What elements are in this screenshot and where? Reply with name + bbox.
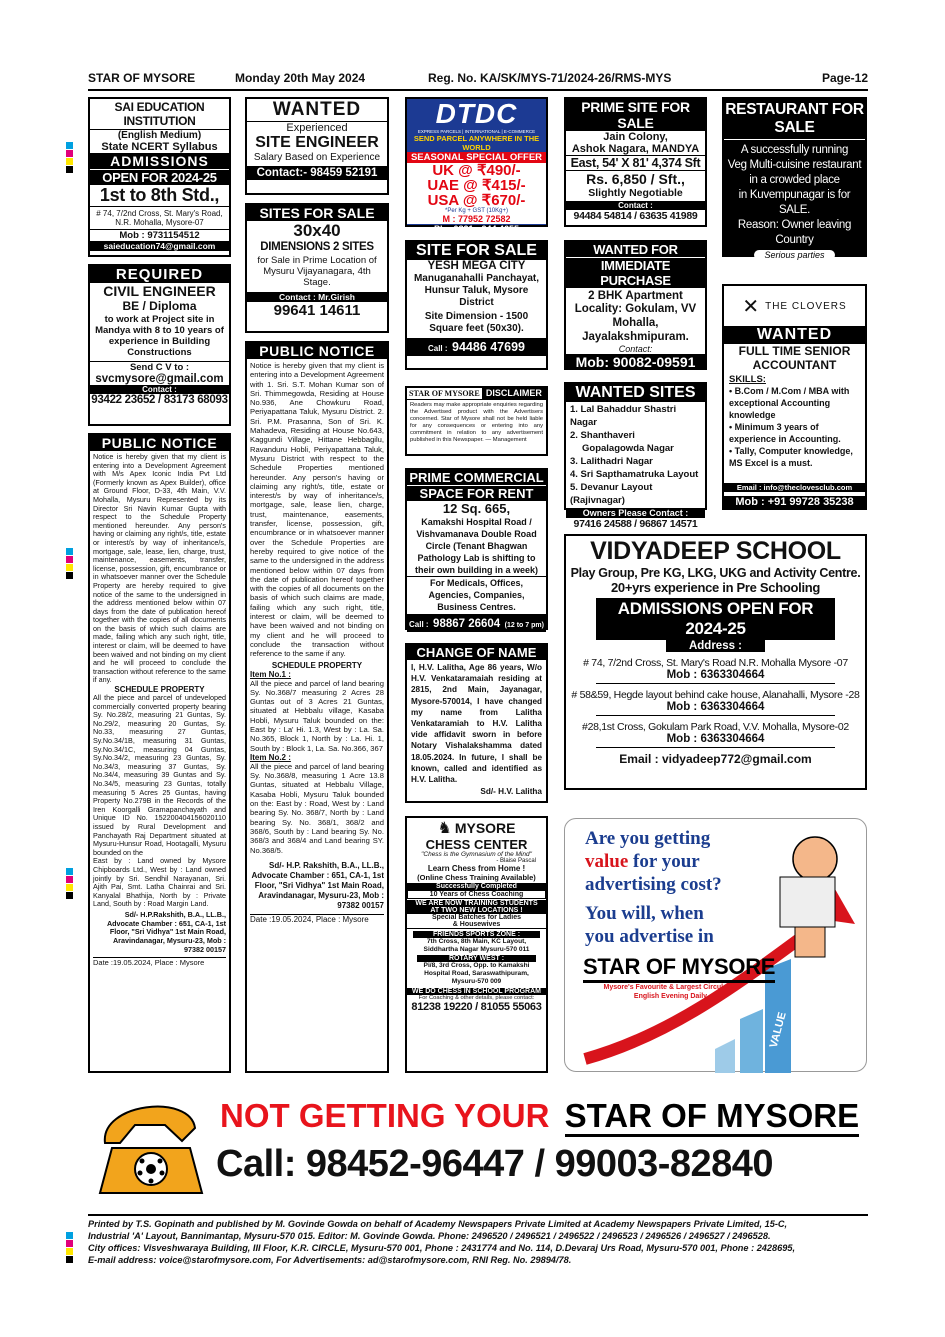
wanted-eng-role: SITE ENGINEER: [255, 134, 379, 151]
notice2-body: Notice is hereby given that my client is entering into a Development Agreement with 1. Sri. S.T. Mohan Kumar son of Sri. Thimmegowda, Residing at House No.936, Ane Chowkuru Road, Periyapattana Taluk, Mysuru District. 2. Sri. P.M. Prasanna, Son of Sri. K. Mahadeva, Residing at House No.643, Kaggundi Village, Hittane Hebbagilu, Ravanduru Hobli, Periyapattana Taluk, Mysuru District with respect to the Schedule Properties mentioned hereunder. Any person's having or claiming any right/s, title, estate or interest/s by way of inheritance/s, mortgage, sale, lease lien, charge, trust, maintenance, easements, transfer, license, possession, gift, encumbrance or in whatsoever manner over the Schedule Properties are hereby required to give notice of the same to the undersigned in the address mentioned below within 07 days from the date of publication hereof together with the copies of all documents on the basis of which such claims are made, failing which any such right, title, interest or claim, will be deemed to have been waived and not binding on my client and he will proceed to conclude the transaction without reference to the same if any.: [250, 361, 384, 659]
wanted-purchase-mob: Mob: 90082-09591: [566, 354, 705, 370]
civil-send: Send C V to :: [90, 361, 229, 373]
registration-mark: [66, 1232, 73, 1239]
public-notice-1: [88, 433, 231, 1073]
clovers-logo-icon: ✕: [742, 295, 760, 318]
prime-comm-title1: PRIME COMMERCIAL: [407, 470, 546, 485]
change-of-name-ad: [405, 643, 548, 803]
wanted-eng-experienced: Experienced: [286, 122, 348, 134]
restaurant-l5: Reason: Owner leaving Country: [737, 219, 852, 246]
page-number: Page-12: [821, 71, 868, 85]
chess-quote: "Chess is the Gymnasium of the Mind": [421, 851, 532, 858]
civil-required: REQUIRED: [90, 266, 229, 283]
footer-line-3: City offices: Visveshwaraya Building, III Floor, K.R. CIRCLE, Mysuru-570 001, Phone : 2431774 and No. 114, D.Devaraj Urs Road, Mysuru-570 001, Phone : 2428695,: [88, 1243, 796, 1253]
civil-degree: BE / Diploma: [122, 299, 197, 313]
prime-comm-phone: 98867 26604: [433, 618, 501, 630]
chess-online: (Online Chess Training Available): [417, 873, 536, 882]
restaurant-serious: Serious parties: [754, 250, 835, 260]
issue-date: Monday 20th May 2024: [235, 71, 366, 85]
dtdc-phone: Ph : 0821 - 244 4655: [433, 224, 520, 234]
promo-brand: STAR OF MYSORE: [583, 954, 775, 983]
sites-sale-text: for Sale in Prime Location of Mysuru Vijayanagara, 4th Stage.: [257, 255, 377, 288]
chess-header: [407, 818, 546, 838]
dtdc-mobile: M : 77952 72582: [407, 214, 546, 224]
notice1-body: Notice is hereby given that my client is entering into a Development Agreement with M/s Apex Iconic India Pvt Ltd (Formerly known as Apex Builder), office at Ground Floor, D-33, 4th Main, V.V. Mohalla, Mysuru Represented by its Director Sri Navin Kumar Gupta with respect to the Schedule Property mentioned hereunder. Any person's having or claiming any right/s, title, estate or interest/s by way of inheritance/s, mortgage, sale, lease, lien, charge, trust, maintenance, easements, transfer, license, possession, gift, encumbrance or in whatsoever manner over the Schedule Property are hereby required to give notice of the same to the undersigned in the address mentioned below within 07 days from the date of publication hereof together with the copies of all documents on the basis of which such claims are made, failing which any such right, title, interest or claim, will be deemed to have been waived and not binding on my client and he will proceed to conclude the transaction without reference to the same if any.: [93, 452, 226, 685]
wanted-sites-phones: 97416 24588 / 96867 14571: [573, 518, 698, 530]
sites-sale-phone: 99641 14611: [273, 302, 361, 319]
wanted-purchase-ad: [564, 240, 707, 370]
chess-coaching: For Coaching & other details, please contact:: [418, 995, 535, 1001]
site-sale-text: Manuganahalli Panchayat, Hunsur Taluk, Mysore District: [413, 273, 540, 308]
wanted-sites-item: 3. Lalithadri Nagar: [570, 456, 653, 467]
chess-author: - Blaise Pascal: [496, 858, 536, 864]
promo-ad: [564, 818, 867, 1072]
prime-site-neg: Slightly Negotiable: [588, 187, 683, 199]
wanted-sites-item: 2. Shanthaveri: [570, 430, 635, 441]
promo-l4: You will, when: [585, 903, 704, 924]
restaurant-l2: Veg Multi-cuisine restaurant: [727, 159, 862, 171]
clovers-role1: FULL TIME SENIOR: [738, 344, 851, 358]
notice2-item2-label: Item No.2 :: [250, 752, 291, 762]
chess-now1: WE ARE NOW TRAINING STUDENTS: [407, 900, 546, 907]
chess-school: WE DO CHESS IN SCHOOL PROGRAM: [407, 988, 546, 995]
registration-mark: [66, 1256, 73, 1263]
notice1-schedule: SCHEDULE PROPERTY: [114, 685, 205, 695]
sai-title: SAI EDUCATION INSTITUTION: [90, 99, 229, 130]
sai-open: OPEN FOR 2024-25: [90, 169, 229, 185]
registration-mark: [66, 876, 73, 883]
sai-education-ad: [88, 97, 231, 257]
clovers-logo: [724, 286, 865, 326]
promo-l5: you advertise in: [585, 926, 714, 947]
vidyadeep-mobile-3: Mob : 6363304664: [596, 733, 835, 748]
mascot-icon: [793, 837, 837, 881]
promo-l3: advertising cost?: [585, 874, 722, 895]
telephone-icon: [90, 1083, 210, 1199]
value-bar: [740, 1009, 763, 1073]
restaurant-title: RESTAURANT FOR SALE: [724, 99, 865, 140]
prime-site-price: Rs. 6,850 / Sft.,: [586, 171, 685, 187]
clovers-email: Email : info@theclovesclub.com: [724, 483, 865, 492]
chess-knight-icon: ♞: [437, 820, 452, 837]
notice1-schedule-body: All the piece and parcel of undeveloped commercially converted property bearing Sy. No.28/2, measuring 21 Guntas, Sy. No.29/2, measuring 20 Guntas, Sy. No.33, measuring 27 Guntas, Sy.No.34/1B, measuring 31 Guntas, Sy.No.34/1C, measuring 04 Guntas, Sy.No.34/2, measuring 23 Guntas, Sy. No.34/3, measuring 37 Guntas, Sy. No.34/4, measuring 39 Guntas and Sy. No.34/5, measuring 23 Guntas, totally measuring 5 Acres 25 Guntas, having Property No.279B in the Records of the Iren Koorgalli Gramapanchayath and Unique ID No. 152200404156020110 issued by Rural Development and Panchayath Raj Department situated at Mysuru-Hunsur Road, Hootagalli, Mysuru bounded on the: [93, 693, 226, 857]
vidyadeep-admissions: ADMISSIONS OPEN FOR 2024-25: [596, 598, 835, 640]
vidyadeep-sub: Play Group, Pre KG, LKG, UKG and Activity Centre.: [570, 566, 861, 580]
wanted-sites-ad: [564, 382, 707, 530]
clovers-skill-item: • Tally, Computer knowledge, MS Excel is a must.: [729, 446, 853, 468]
vidyadeep-mobile-1: Mob : 6363304664: [596, 669, 835, 684]
chess-phones: 81238 19220 / 81055 55063: [411, 1001, 542, 1013]
notice1-date: Date :19.05.2024, Place : Mysore: [93, 957, 226, 967]
banner-brand: STAR OF MYSORE: [565, 1097, 860, 1137]
notice2-item2: All the piece and parcel of land bearing Sy. No.368/8, measuring 1 Acre 13.8 Guntas, situated at Hebbalu Village, Kasaba Hobli, Mysuru Taluk bounded on the: East by : Road, West by : Land bearing Sy. No. 368/7, North by : Land bearing Sy. No. 368/1, 368/2 and 368/6, South by : Land bearing Sy. No. 368/3 and 368/4 and Land bearing SY. No.368/5.: [250, 761, 384, 855]
prime-comm-hours: (12 to 7 pm): [504, 622, 544, 629]
footer-line-2: Industrial 'A' Layout, Bannimantap, Mysuru-570 015. Editor: M. Govinde Gowda. Phone: 2496520 / 2496521 / 2496522 / 2496523 / 2496526 / 2496527 / 2496528.: [88, 1231, 771, 1241]
promo-value-word: value: [585, 851, 629, 872]
wanted-eng-salary: Salary Based on Experience: [253, 152, 381, 163]
wanted-eng-contact: Contact:- 98459 52191: [247, 166, 387, 180]
value-bar: [715, 1039, 735, 1073]
vidyadeep-email: Email : vidyadeep772@gmail.com: [619, 752, 812, 766]
prime-comm-title2: SPACE FOR RENT: [407, 485, 546, 501]
restaurant-ad: [722, 97, 867, 279]
promo-text: [585, 827, 785, 948]
chess-rotary-address: Pi/8, 3rd Cross, Opp. to Kamakshi Hospital Road, Saraswathipuram, Mysuru-570 009: [423, 962, 530, 985]
page-header: [88, 69, 868, 91]
sai-email: saieducation74@gmail.com: [90, 241, 229, 251]
promo-tag2: English Evening Daily: [633, 993, 708, 1000]
prime-site-loc1: Jain Colony,: [603, 131, 668, 143]
disclaimer-box: [405, 386, 548, 456]
site-sale-title: SITE FOR SALE: [407, 242, 546, 260]
chess-learn: Learn Chess from Home !: [427, 864, 526, 873]
vidyadeep-address-3: #28,1st Cross, Gokulam Park Road, V.V. Mohalla, Mysore-02: [582, 721, 849, 733]
notice2-date: Date :19.05.2024, Place : Mysore: [250, 914, 384, 924]
chess-title2: CHESS CENTER: [425, 837, 528, 852]
prime-site-ad: [564, 97, 707, 227]
dtdc-tagline: EXPRESS PARCELS | INTERNATIONAL | E-COMMERCE: [417, 129, 536, 134]
wanted-eng-wanted: WANTED: [247, 99, 387, 122]
clovers-wanted: WANTED: [724, 326, 865, 344]
chess-zone: FRIENDS SPORTS ZONE :: [413, 931, 540, 938]
civil-contact: Contact :: [90, 385, 229, 394]
registration-number: Reg. No. KA/SK/MYS-71/2024-26/RMS-MYS: [428, 71, 672, 85]
paper-name: STAR OF MYSORE: [88, 71, 196, 85]
banner-not-getting: [220, 1097, 859, 1135]
public-notice-2: [245, 341, 389, 1073]
sai-address: # 74, 7/2nd Cross, St. Mary's Road, N.R. Mohalla, Mysore-07: [96, 209, 223, 227]
prime-commercial-ad: [405, 468, 548, 630]
sai-std: 1st to 8th Std.,: [90, 185, 229, 207]
notice1-sign: Sd/- H.P.Rakshith, B.A., LL.B., Advocate Chamber : 651, CA-1, 1st Floor, "Sri Vidhya" 1st Main Road, Aravindanagar, Mysuru-23, Mob : 97382 00157: [106, 909, 226, 955]
site-sale-call: Call :: [427, 344, 448, 353]
notice2-item1: All the piece and parcel of land bearing Sy. No.368/7 measuring 2 Acres 28 Guntas out of 3 Acres 21 Guntas, situated at Hebbalu village, Kasaba Hobli, Mysuru Taluk bounded on the: East by : La' Hi. 1.3, West by : La. Sa. No.365, Block 1, North by : La. Hi. 1, South by : Block 1, La. Sa. No.366, 367: [250, 678, 384, 753]
dtdc-note: *Per Kg + GST (10Kg+): [445, 208, 508, 214]
notice2-title: PUBLIC NOTICE: [247, 343, 387, 359]
registration-mark: [66, 166, 73, 173]
prime-comm-call: Call :: [409, 620, 429, 629]
promo-l1: Are you getting: [585, 828, 711, 849]
site-sale-phone: 94486 47699: [452, 340, 525, 354]
civil-text: to work at Project site in Mandya with 8 to 10 years of experience in Building Constructions: [95, 314, 224, 358]
registration-mark: [66, 572, 73, 579]
sai-admissions: ADMISSIONS: [90, 153, 229, 169]
vidyadeep-exp: 20+yrs experience in Pre Schooling: [610, 580, 821, 595]
registration-mark: [66, 548, 73, 555]
promo-l2: value for your: [585, 851, 700, 872]
disclaimer-paper: STAR OF MYSORE: [409, 389, 480, 398]
wanted-sites-item: Gopalagowda Nagar: [582, 443, 674, 454]
sai-medium: (English Medium): [117, 130, 202, 141]
prime-site-size: East, 54' X 81' 4,374 Sft: [566, 155, 705, 171]
banner-not: NOT GETTING YOUR: [220, 1097, 550, 1134]
registration-mark: [66, 892, 73, 899]
chess-center-ad: [405, 816, 548, 1073]
registration-mark: [66, 158, 73, 165]
prime-site-loc2: Ashok Nagara, MANDYA: [571, 143, 700, 155]
bottom-banner: [88, 1083, 868, 1199]
vidyadeep-school-ad: [564, 534, 867, 790]
wanted-sites-item: 1. Lal Bahaddur Shastri Nagar: [570, 404, 677, 428]
promo-value-label: VALUE: [767, 1010, 789, 1050]
registration-mark: [66, 564, 73, 571]
vidyadeep-address-1: # 74, 7/2nd Cross, St. Mary's Road N.R. Mohalla Mysore -07: [583, 657, 848, 669]
clovers-ad: [722, 284, 867, 510]
chess-special1: Special Batches for Ladies: [431, 914, 522, 921]
chess-title1: MYSORE: [454, 820, 516, 836]
dtdc-uae: UAE @ ₹415/-: [427, 177, 526, 194]
vidyadeep-title: VIDYADEEP SCHOOL: [590, 537, 841, 565]
disclaimer-title: DISCLAIMER: [482, 388, 546, 399]
sai-syllabus: State NCERT Syllabus: [101, 141, 218, 153]
footer-line-4: E-mail address: voice@starofmysore.com, For Advertisements: ad@starofmysore.com, RNI Reg. No. 29894/78.: [88, 1255, 572, 1265]
prime-comm-size: 12 Sq. 665,: [442, 501, 511, 516]
change-name-title: CHANGE OF NAME: [407, 645, 546, 660]
registration-mark: [66, 1240, 73, 1247]
sites-sale-size: 30x40: [293, 221, 341, 240]
registration-mark: [66, 556, 73, 563]
clovers-skills: SKILLS:: [729, 374, 766, 385]
notice2-schedule: SCHEDULE PROPERTY: [271, 660, 363, 670]
sai-mobile: Mob : 9731154512: [90, 229, 229, 241]
prime-comm-call-row: [407, 614, 546, 632]
notice1-title: PUBLIC NOTICE: [90, 435, 229, 451]
wanted-purchase-title2: IMMEDIATE PURCHASE: [566, 257, 705, 288]
civil-engineer-ad: [88, 264, 231, 426]
dtdc-ad: [405, 97, 548, 234]
registration-mark: [66, 142, 73, 149]
chess-now2: AT TWO NEW LOCATIONS !: [407, 907, 546, 914]
wanted-purchase-contact: Contact:: [618, 344, 653, 354]
vidyadeep-address-label: Address :: [666, 640, 765, 652]
civil-email: svcmysore@gmail.com: [95, 373, 224, 385]
wanted-sites-owners: Owners Please Contact :: [566, 508, 705, 518]
prime-site-phones: 94484 54814 / 63635 41989: [573, 210, 698, 222]
dtdc-offer: SEASONAL SPECIAL OFFER: [407, 152, 546, 163]
change-name-body: I, H.V. Lalitha, Age 86 years, W/o H.V. Venkataramaiah residing at 2815, 2nd Main, Jayanagar, Mysore-570014, I have changed my name from Lalitha Venkataramiah to H.V. Lalitha vide affidavit sworn in before Notary Vishalakshamma dated 18.05.2024. In future, I shall be known, called and identified as H.V. Lalitha.: [411, 663, 542, 785]
clovers-skill-item: • Minimum 3 years of experience in Accounting.: [729, 422, 841, 444]
clovers-mobile: Mob : +91 99728 35238: [724, 495, 865, 508]
prime-comm-for: For Medicals, Offices, Agencies, Companies, Business Centres.: [407, 576, 546, 613]
restaurant-call: Call : 82963-32888: [729, 262, 860, 279]
wanted-purchase-loc: Locality: Gokulam, VV Mohalla, Jayalakshmipuram.: [574, 303, 697, 343]
notice1-bounds: East by : Land owned by Mysore Chipboards Ltd., West by : Land owned jointly by Sri. Sendhil Narayanan, Sri. Ajith Pai, Smt. Latha Chainrai and Sri. Kanyalal Bhathija, North by : Private Land, South by : Road Margin Land.: [93, 856, 226, 909]
prime-site-contact: Contact :: [566, 201, 705, 210]
chess-special2: & Housewives: [407, 921, 546, 929]
clovers-logo-name: THE CLOVERS: [765, 300, 847, 312]
chess-rotary: ROTARY WEST :: [417, 955, 536, 962]
prime-comm-text: Kamakshi Hospital Road / Vishvamanava Double Road Circle (Tenant Bhagwan Pathology Lab is shifting to their own building in a week): [414, 517, 538, 575]
mascot-newspaper-icon: [780, 877, 835, 927]
disclaimer-header: [407, 388, 546, 400]
vidyadeep-mobile-2: Mob : 6363304664: [596, 701, 835, 716]
footer-line-1: Printed by T.S. Gopinath and published by M. Govinde Gowda on behalf of Academy Newspapers Private Limited at Academy Newspapers Private Limited, 15-C,: [88, 1219, 788, 1229]
site-sale-dim: Site Dimension - 1500 Square feet (50x30).: [424, 311, 529, 334]
restaurant-l4: in Kuvempunagar is for SALE.: [738, 189, 851, 216]
change-name-sign: Sd/- H.V. Lalitha: [480, 787, 542, 797]
civil-phones: 93422 23652 / 83173 68093: [91, 394, 228, 406]
clovers-skill-item: • B.Com / M.Com / MBA with exceptional Accounting knowledge: [729, 386, 850, 420]
sites-sale-contact: Contact : Mr.Girish: [247, 292, 387, 302]
page-footer: [88, 1214, 868, 1266]
sites-sale-title: SITES FOR SALE: [247, 205, 387, 221]
site-sale-name: YESH MEGA CITY: [427, 260, 526, 272]
chess-zone-address: 7th Cross, 8th Main, KC Layout, Siddhartha Nagar Mysuru-570 011: [423, 938, 530, 953]
registration-mark: [66, 150, 73, 157]
dtdc-usa: USA @ ₹670/-: [427, 192, 526, 209]
banner-call: Call: 98452-96447 / 99003-82840: [216, 1143, 774, 1185]
wanted-sites-item: 4. Sri Sapthamatruka Layout: [570, 469, 699, 480]
site-for-sale-ad: [405, 240, 548, 370]
wanted-purchase-title1: WANTED FOR: [566, 242, 705, 257]
disclaimer-text: Readers may make appropriate enquiries regarding the Advertised product with the Advertisers concerned. Star of Mysore shall not be held liable for any consequences or entering into any commitment in relation to any advertisement published in this Newspaper. — Management: [410, 402, 543, 443]
registration-mark: [66, 868, 73, 875]
wanted-purchase-apt: 2 BHK Apartment: [588, 290, 683, 302]
notice2-sign: Sd/- H.P. Rakshith, B.A., LL.B., Advocate Chamber : 651, CA-1, 1st Floor, "Sri Vidhya" 1st Main Road, Aravindanagar, Mysuru-23, Mob : 97382 00157: [251, 860, 384, 910]
restaurant-l3: in a crowded place: [749, 174, 840, 186]
chess-years1: Successfully Completed: [407, 883, 546, 890]
chess-years2: 10 Years of Chess Coaching: [407, 890, 546, 899]
civil-title: CIVIL ENGINEER: [103, 283, 216, 299]
restaurant-l1: A successfully running: [740, 144, 849, 156]
vidyadeep-address-2: # 58&59, Hegde layout behind cake house, Alanahalli, Mysore -28: [571, 689, 860, 701]
dtdc-send: SEND PARCEL ANYWHERE IN THE WORLD: [413, 134, 540, 152]
dtdc-logo: DTDC: [435, 98, 518, 129]
sites-for-sale-ad: [245, 203, 389, 333]
mascot-body-icon: [795, 927, 825, 957]
registration-mark: [66, 1248, 73, 1255]
wanted-sites-item: 5. Devanur Layout (Rajivnagar): [570, 482, 653, 506]
notice2-item1-label: Item No.1 :: [250, 669, 291, 679]
dtdc-uk: UK @ ₹490/-: [432, 162, 521, 179]
site-sale-call-row: [407, 338, 546, 356]
clovers-role2: ACCOUNTANT: [752, 358, 837, 372]
sites-sale-dims: DIMENSIONS 2 SITES: [260, 241, 374, 253]
registration-mark: [66, 884, 73, 891]
wanted-site-engineer-ad: [245, 97, 389, 195]
promo-tag1: Mysore's Favourite & Largest Circulated: [603, 984, 738, 991]
wanted-sites-title: WANTED SITES: [566, 384, 705, 402]
prime-site-title: PRIME SITE FOR SALE: [566, 99, 705, 131]
